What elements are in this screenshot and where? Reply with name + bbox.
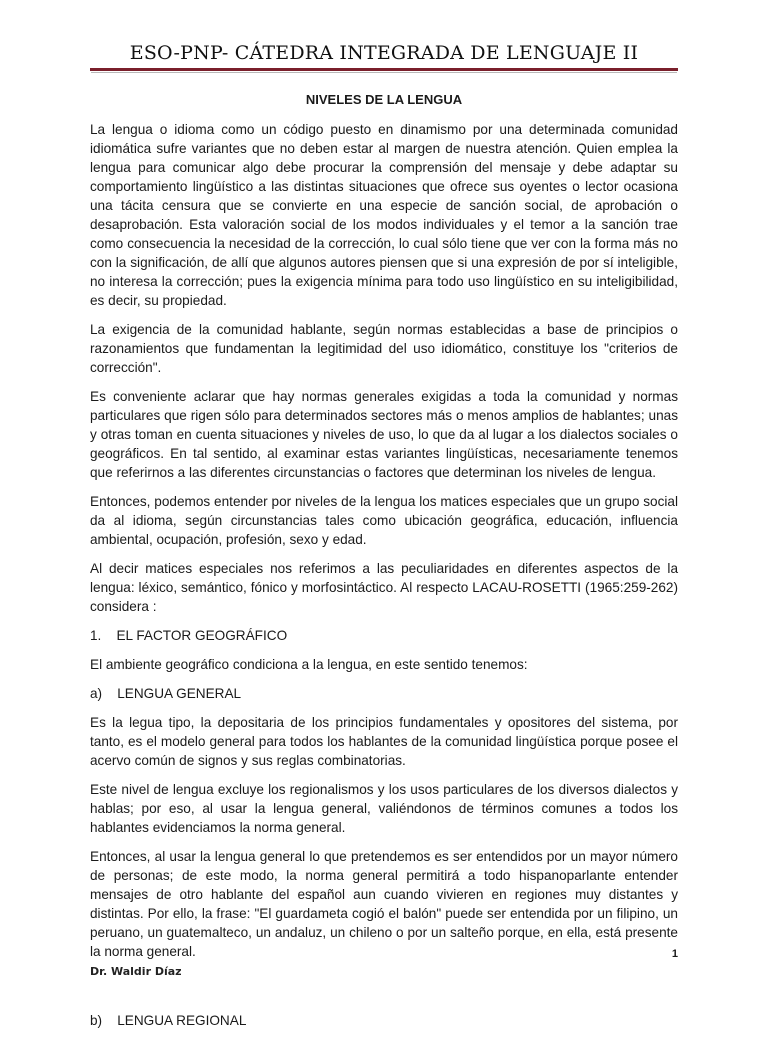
- paragraph: La exigencia de la comunidad hablante, según normas establecidas a base de principios o razonamientos que fundamentan la legitimidad del uso idiomático, constituye los "criterios de corrección".: [90, 322, 678, 375]
- section-heading-geographic-factor: 1. EL FACTOR GEOGRÁFICO: [90, 628, 288, 643]
- page-number: 1: [671, 948, 678, 960]
- paragraph: Este nivel de lengua excluye los regionalismos y los usos particulares de los diversos dialectos y hablas; por eso, al usar la lengua general, valiéndonos de términos comunes a todos los hablantes evidenciamos la norma general.: [90, 782, 678, 835]
- paragraph: La lengua o idioma como un código puesto en dinamismo por una determinada comunidad idiomática sufre variantes que no deben estar al margen de nuestra atención. Quien emplea la lengua para comunicar algo debe procurar la comprensión del mensaje y debe adaptar su comportamiento lingüístico a las distintas situaciones que ofrece sus oyentes o lector ocasiona una tácita censura que se convierte en una especie de sanción social, de aprobación o desaprobación. Esta valoración social de los modos individuales y el temor a la sanción trae como consecuencia la necesidad de la corrección, lo cual sólo tiene que ver con la forma más no con la significación, de allí que algunos autores piensen que si una expresión de por sí inteligible, no interesa la corrección; pues la exigencia mínima para todo uso lingüístico en su inteligibilidad, es decir, su propiedad.: [90, 122, 678, 308]
- footer-author: Dr. Waldir Díaz: [90, 965, 182, 978]
- header-divider: [90, 68, 678, 71]
- document-title: NIVELES DE LA LENGUA: [305, 92, 463, 107]
- section-intro: El ambiente geográfico condiciona a la lengua, en este sentido tenemos:: [90, 657, 528, 672]
- paragraph: Entonces, podemos entender por niveles de la lengua los matices especiales que un grupo social da al idioma, según circunstancias tales como ubicación geográfica, educación, influencia ambiental, ocupación, profesión, sexo y edad.: [90, 494, 678, 547]
- paragraph: Es la legua tipo, la depositaria de los principios fundamentales y opositores del sistema, por tanto, es el modelo general para todos los hablantes de la comunidad lingüística porque posee el acervo común de signos y sus reglas combinatorias.: [90, 715, 678, 768]
- subsection-heading-general-language: a) LENGUA GENERAL: [90, 686, 242, 701]
- header-title: ESO-PNP- CÁTEDRA INTEGRADA DE LENGUAJE II: [129, 42, 639, 64]
- paragraph: Al decir matices especiales nos referimos a las peculiaridades en diferentes aspectos de la lengua: léxico, semántico, fónico y morfosintáctico. Al respecto LACAU-ROSETTI (1965:259-262) considera :: [90, 561, 678, 614]
- subsection-heading-regional-language: b) LENGUA REGIONAL: [90, 1013, 247, 1028]
- document-body: [90, 120, 678, 1040]
- paragraph: Es conveniente aclarar que hay normas generales exigidas a toda la comunidad y normas particulares que rigen sólo para determinados sectores más o menos amplios de hablantes; unas y otras toman en cuenta situaciones y niveles de uso, lo que da al lugar a los dialectos sociales o geográficos. En tal sentido, al examinar estas variantes lingüísticas, necesariamente tenemos que referirnos a las diferentes circunstancias o factores que determinan los niveles de lengua.: [90, 389, 678, 480]
- paragraph: Entonces, al usar la lengua general lo que pretendemos es ser entendidos por un mayor número de personas; de este modo, la norma general permitirá a todo hispanoparlante entender mensajes de otro hablante del español aun cuando vivieren en regiones muy distantes y distintas. Por ello, la frase: "El guardameta cogió el balón" puede ser entendida por un filipino, un peruano, un guatemalteco, un andaluz, un chileno o por un salteño porque, en ella, está presente la norma general.: [90, 849, 678, 959]
